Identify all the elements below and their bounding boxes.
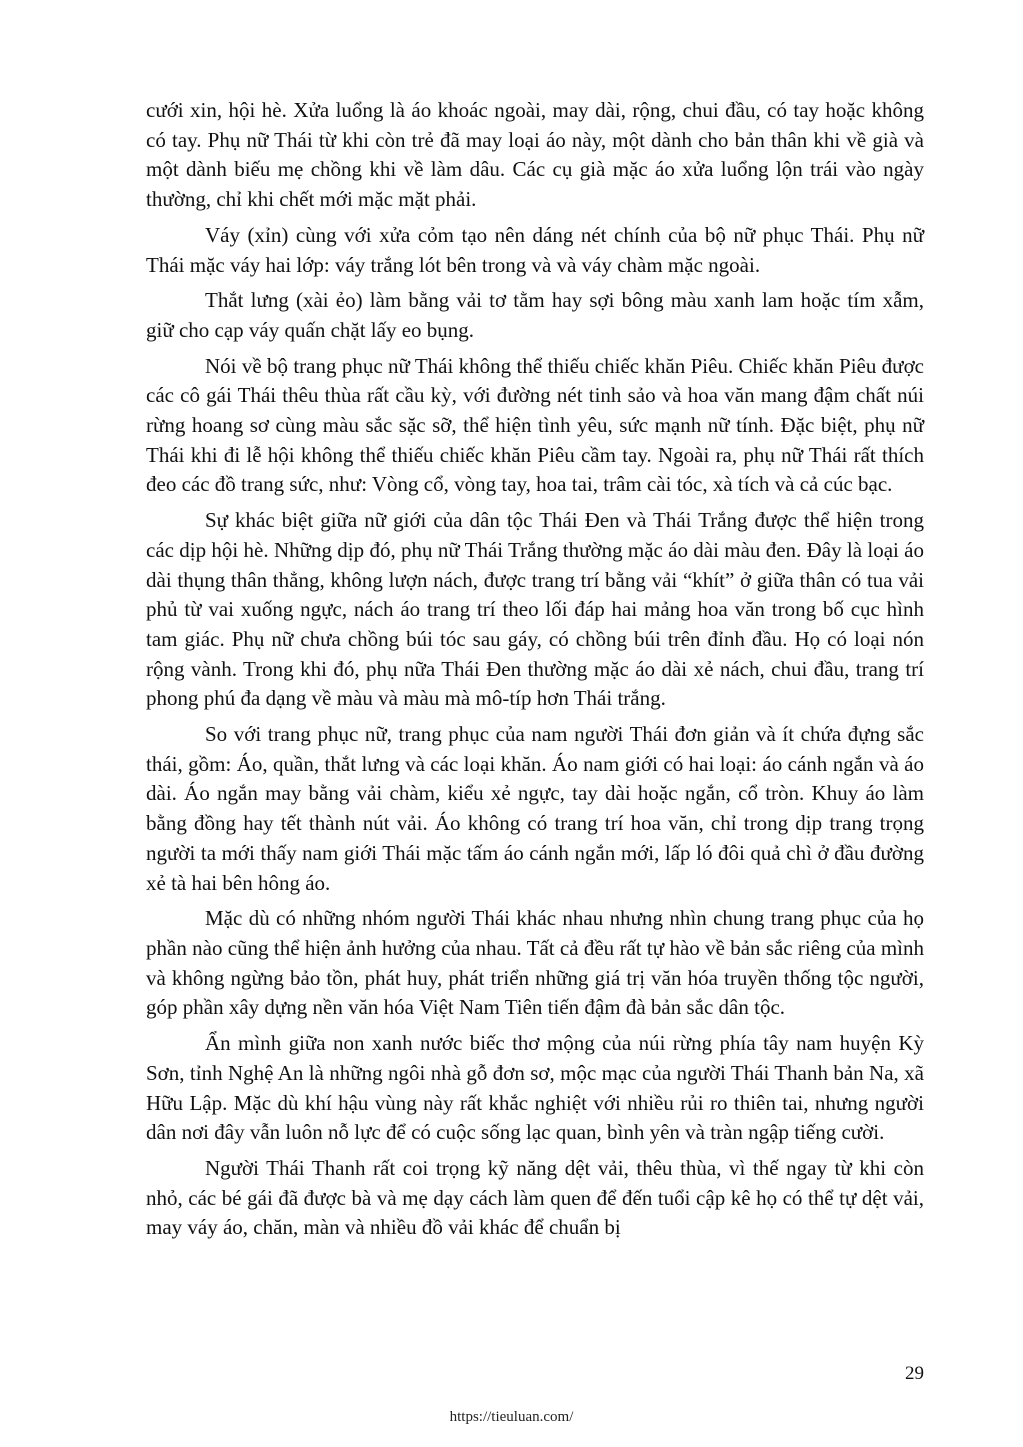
footer-url: https://tieuluan.com/ (449, 1409, 574, 1425)
paragraph: Người Thái Thanh rất coi trọng kỹ năng dệt vải, thêu thùa, vì thế ngay từ khi còn nhỏ, các bé gái đã được bà và mẹ dạy cách làm quen để đến tuổi cập kê họ có thể tự dệt vải, may váy áo, chăn, màn và nhiều đồ vải khác để chuẩn bị (146, 1155, 924, 1240)
paragraph: So với trang phục nữ, trang phục của nam người Thái đơn giản và ít chứa đựng sắc thái, gồm: Áo, quần, thắt lưng và các loại khăn. Áo nam giới có hai loại: áo cánh ngắn và áo dài. Áo ngắn may bằng vải chàm, kiểu xẻ ngực, tay dài hoặc ngắn, cổ tròn. Khuy áo làm bằng đồng hay tết thành nút vải. Áo không có trang trí hoa văn, chỉ trong dịp trang trọng người ta mới thấy nam giới Thái mặc tấm áo cánh ngắn mới, lấp ló đôi quả chì ở đầu đường xẻ tà hai bên hông áo. (146, 722, 924, 895)
paragraph: Váy (xỉn) cùng với xửa cỏm tạo nên dáng nét chính của bộ nữ phục Thái. Phụ nữ Thái mặc váy hai lớp: váy trắng lót bên trong và và váy chàm mặc ngoài. (146, 222, 924, 277)
paragraph: Ẩn mình giữa non xanh nước biếc thơ mộng của núi rừng phía tây nam huyện Kỳ Sơn, tỉnh Nghệ An là những ngôi nhà gỗ đơn sơ, mộc mạc của người Thái Thanh bản Na, xã Hữu Lập. Mặc dù khí hậu vùng này rất khắc nghiệt với nhiều rủi ro thiên tai, nhưng người dân nơi đây vẫn luôn nỗ lực để có cuộc sống lạc quan, bình yên và tràn ngập tiếng cười. (146, 1031, 924, 1145)
paragraph: Sự khác biệt giữa nữ giới của dân tộc Thái Đen và Thái Trắng được thể hiện trong các dịp hội hè. Những dịp đó, phụ nữ Thái Trắng thường mặc áo dài màu đen. Đây là loại áo dài thụng thân thẳng, không lượn nách, được trang trí bằng vải “khít” ở giữa thân có tua vải phủ từ vai xuống ngực, nách áo trang trí theo lối đáp hai mảng hoa văn trong bố cục hình tam giác. Phụ nữ chưa chồng búi tóc sau gáy, có chồng búi trên đỉnh đầu. Họ có loại nón rộng vành. Trong khi đó, phụ nữa Thái Đen thường mặc áo dài xẻ nách, chui đầu, trang trí phong phú đa dạng về màu và màu mà mô-típ hơn Thái trắng. (146, 508, 924, 711)
paragraph: Nói về bộ trang phục nữ Thái không thể thiếu chiếc khăn Piêu. Chiếc khăn Piêu được các cô gái Thái thêu thùa rất cầu kỳ, với đường nét tinh sảo và hoa văn mang đậm chất núi rừng hoang sơ cùng màu sắc sặc sỡ, thể hiện tình yêu, sức mạnh nữ tính. Đặc biệt, phụ nữ Thái khi đi lễ hội không thể thiếu chiếc khăn Piêu cầm tay. Ngoài ra, phụ nữ Thái rất thích đeo các đồ trang sức, như: Vòng cổ, vòng tay, hoa tai, trâm cài tóc, xà tích và cả cúc bạc. (146, 353, 924, 497)
paragraph: Thắt lưng (xài ẻo) làm bằng vải tơ tằm hay sợi bông màu xanh lam hoặc tím xẫm, giữ cho cạp váy quấn chặt lấy eo bụng. (146, 288, 924, 342)
paragraph: Mặc dù có những nhóm người Thái khác nhau nhưng nhìn chung trang phục của họ phần nào cũng thể hiện ảnh hưởng của nhau. Tất cả đều rất tự hào về bản sắc riêng của mình và không ngừng bảo tồn, phát huy, phát triển những giá trị văn hóa truyền thống tộc người, góp phần xây dựng nền văn hóa Việt Nam Tiên tiến đậm đà bản sắc dân tộc. (146, 906, 924, 1020)
paragraph-continued: cưới xin, hội hè. Xửa luổng là áo khoác ngoài, may dài, rộng, chui đầu, có tay hoặc không có tay. Phụ nữ Thái từ khi còn trẻ đã may loại áo này, một dành cho bản thân khi về già và một dành biếu mẹ chồng khi về làm dâu. Các cụ già mặc áo xửa luổng lộn trái vào ngày thường, chỉ khi chết mới mặc mặt phải. (146, 98, 924, 212)
page-body (146, 96, 924, 1249)
page-number: 29 (905, 1363, 924, 1384)
